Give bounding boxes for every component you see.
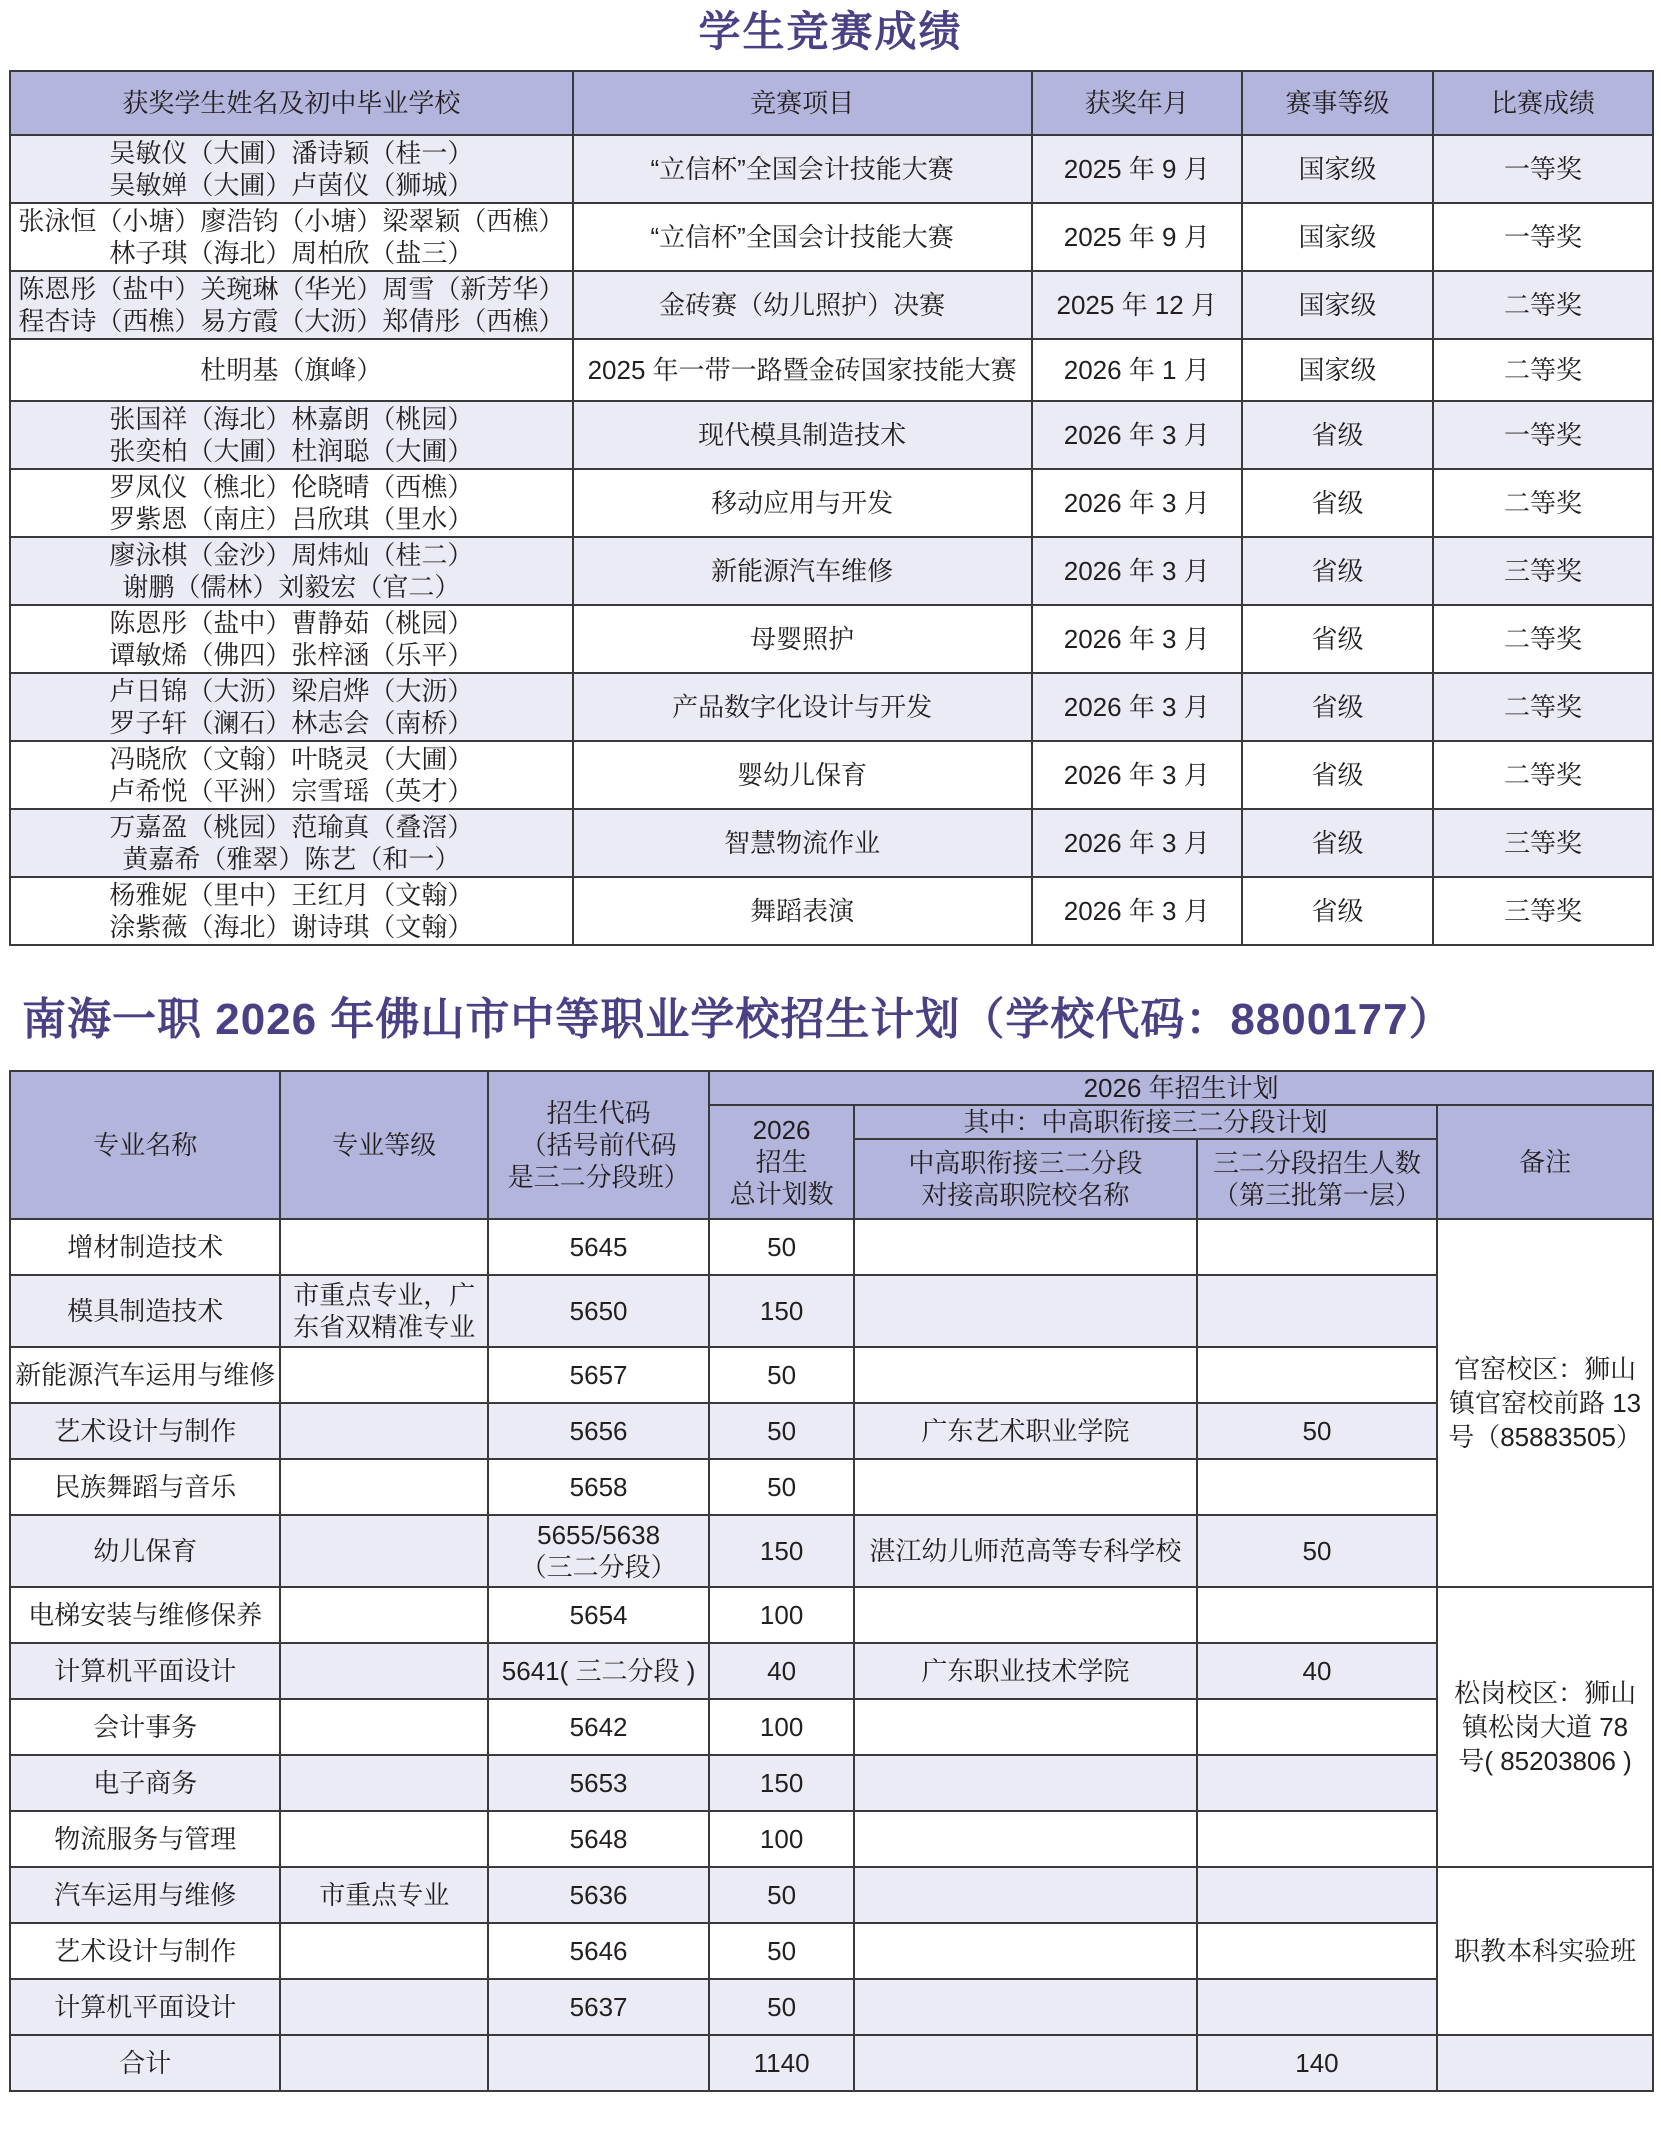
total-plan: 100 [709,1811,854,1867]
student-names-line: 吴敏仪（大圃）潘诗颖（桂一） [109,138,474,168]
enrollment-code-line: 5648 [569,1824,628,1854]
plan-row [10,1643,1653,1699]
total-empty [1437,2035,1653,2091]
enrollment-code-line: 5650 [569,1296,628,1326]
enrollment-code-line: 5636 [569,1880,628,1910]
total-plan: 40 [709,1643,854,1699]
major-name: 物流服务与管理 [10,1811,280,1867]
award-date: 2026 年 3 月 [1032,673,1242,741]
enrollment-code-line: 5645 [569,1232,628,1262]
plan-header-note: 备注 [1437,1105,1653,1219]
competition-result: 三等奖 [1433,877,1653,945]
plan-title: 南海一职 2026 年佛山市中等职业学校招生计划（学校代码：8800177） [22,995,1454,1044]
partner-college [854,1923,1197,1979]
total-count-sum: 140 [1197,2035,1437,2091]
plan-row [10,1459,1653,1515]
awards-row [10,809,1653,877]
plan-row [10,1699,1653,1755]
competition-level: 省级 [1242,673,1433,741]
competition-result: 一等奖 [1433,135,1653,203]
plan-header-subgroup: 其中：中高职衔接三二分段计划 [854,1105,1437,1139]
major-grade [280,1587,488,1643]
award-date: 2026 年 3 月 [1032,537,1242,605]
awards-row [10,537,1653,605]
plan-header-total-line: 招生 [755,1147,808,1177]
total-plan: 50 [709,1347,854,1403]
enrollment-code-line: （三二分段） [520,1552,677,1582]
student-names [10,203,573,271]
plan-header-group: 2026 年招生计划 [709,1071,1653,1105]
major-grade-line: 市重点专业，广 [293,1280,476,1310]
enrollment-code-line: 5641( 三二分段 ) [501,1656,696,1686]
split-count: 40 [1197,1643,1437,1699]
plan-header-partner-line: 中高职衔接三二分段 [908,1148,1143,1178]
award-date: 2026 年 1 月 [1032,339,1242,401]
split-count [1197,1811,1437,1867]
competition-result: 一等奖 [1433,203,1653,271]
competition-project: 母婴照护 [573,605,1032,673]
split-count: 50 [1197,1403,1437,1459]
competition-level: 省级 [1242,605,1433,673]
competition-level: 国家级 [1242,135,1433,203]
awards-header-names: 获奖学生姓名及初中毕业学校 [10,71,573,135]
plan-header-partner [854,1139,1197,1219]
enrollment-code [488,1811,709,1867]
student-names [10,537,573,605]
plan-row [10,1755,1653,1811]
campus-note-line: 官窑校区：狮山 [1454,1354,1637,1384]
student-names [10,135,573,203]
split-count [1197,1923,1437,1979]
competition-project: 2025 年一带一路暨金砖国家技能大赛 [573,339,1032,401]
major-name: 电子商务 [10,1755,280,1811]
enrollment-code [488,1275,709,1347]
plan-header-total-line: 2026 [752,1115,811,1145]
major-name: 计算机平面设计 [10,1979,280,2035]
total-empty [488,2035,709,2091]
enrollment-code [488,1403,709,1459]
student-names-line: 程杏诗（西樵）易方霞（大沥）郑倩彤（西樵） [18,306,565,336]
total-plan: 50 [709,1403,854,1459]
competition-result: 二等奖 [1433,469,1653,537]
student-names-line: 冯晓欣（文翰）叶晓灵（大圃） [109,744,474,774]
competition-result: 二等奖 [1433,741,1653,809]
partner-college: 湛江幼儿师范高等专科学校 [854,1515,1197,1587]
competition-level: 省级 [1242,877,1433,945]
student-names-line: 卢希悦（平洲）宗雪瑶（英才） [109,776,474,806]
student-names-line: 涂紫薇（海北）谢诗琪（文翰） [109,912,474,942]
competition-level: 省级 [1242,537,1433,605]
student-names-line: 杨雅妮（里中）王红月（文翰） [109,880,474,910]
campus-note-line: 镇松岗大道 78 [1461,1712,1629,1742]
award-date: 2026 年 3 月 [1032,877,1242,945]
total-empty [854,2035,1197,2091]
campus-note [1437,1867,1653,2035]
enrollment-code [488,1923,709,1979]
major-grade [280,1515,488,1587]
award-date: 2026 年 3 月 [1032,469,1242,537]
student-names-line: 黄嘉希（雅翠）陈艺（和一） [122,844,461,874]
total-plan: 150 [709,1275,854,1347]
split-count [1197,1275,1437,1347]
major-grade [280,1979,488,2035]
partner-college [854,1275,1197,1347]
enrollment-code-line: 5642 [569,1712,628,1742]
student-names-line: 罗子轩（澜石）林志会（南桥） [109,708,474,738]
competition-level: 国家级 [1242,339,1433,401]
partner-college [854,1459,1197,1515]
student-names [10,401,573,469]
student-names [10,877,573,945]
enrollment-code [488,1979,709,2035]
competition-project: 婴幼儿保育 [573,741,1032,809]
student-names-line: 卢日锦（大沥）梁启烨（大沥） [109,676,474,706]
award-date: 2025 年 9 月 [1032,203,1242,271]
student-names [10,271,573,339]
partner-college: 广东艺术职业学院 [854,1403,1197,1459]
student-names-line: 张泳恒（小塘）廖浩钧（小塘）梁翠颖（西樵） [18,206,565,236]
campus-note-line: 镇官窑校前路 13 [1448,1388,1642,1418]
competition-project: 金砖赛（幼儿照护）决赛 [573,271,1032,339]
partner-college [854,1347,1197,1403]
award-date: 2026 年 3 月 [1032,605,1242,673]
plan-row [10,1403,1653,1459]
total-plan: 150 [709,1755,854,1811]
enrollment-code [488,1587,709,1643]
split-count [1197,1867,1437,1923]
competition-project: 新能源汽车维修 [573,537,1032,605]
competition-level: 省级 [1242,401,1433,469]
total-plan: 100 [709,1699,854,1755]
awards-row [10,135,1653,203]
competition-project: 现代模具制造技术 [573,401,1032,469]
competition-level: 国家级 [1242,271,1433,339]
enrollment-code-line: 5637 [569,1992,628,2022]
major-grade [280,1347,488,1403]
major-name: 新能源汽车运用与维修 [10,1347,280,1403]
total-plan: 50 [709,1923,854,1979]
plan-row [10,1923,1653,1979]
major-name: 模具制造技术 [10,1275,280,1347]
student-names-line: 谭敏烯（佛四）张梓涵（乐平） [109,640,474,670]
partner-college [854,1699,1197,1755]
total-plan: 50 [709,1867,854,1923]
competition-level: 国家级 [1242,203,1433,271]
split-count [1197,1587,1437,1643]
plan-row [10,1811,1653,1867]
competition-result: 一等奖 [1433,401,1653,469]
plan-header-code [488,1071,709,1219]
awards-row [10,673,1653,741]
awards-row [10,203,1653,271]
major-grade-line: 市重点专业 [319,1880,450,1910]
student-names [10,673,573,741]
plan-header-total-line: 总计划数 [729,1179,834,1209]
student-names-line: 张国祥（海北）林嘉朗（桃园） [109,404,474,434]
student-names-line: 吴敏婵（大圃）卢茵仪（狮城） [109,170,474,200]
enrollment-code-line: 5658 [569,1472,628,1502]
awards-row [10,401,1653,469]
plan-row [10,1979,1653,2035]
enrollment-code [488,1515,709,1587]
awards-row [10,339,1653,401]
enrollment-code [488,1867,709,1923]
award-date: 2026 年 3 月 [1032,741,1242,809]
split-count [1197,1755,1437,1811]
student-names-line: 廖泳棋（金沙）周炜灿（桂二） [109,540,474,570]
major-name: 电梯安装与维修保养 [10,1587,280,1643]
plan-header-code-line: （括号前代码 [520,1130,677,1160]
total-label: 合计 [10,2035,280,2091]
enrollment-code [488,1347,709,1403]
major-grade [280,1811,488,1867]
partner-college [854,1587,1197,1643]
partner-college [854,1979,1197,2035]
major-grade [280,1403,488,1459]
enrollment-code-line: 5654 [569,1600,628,1630]
plan-header-count-line: （第三批第一层） [1212,1180,1421,1210]
student-names [10,469,573,537]
competition-level: 省级 [1242,469,1433,537]
plan-header-code-line: 是三二分段班） [507,1162,690,1192]
partner-college [854,1219,1197,1275]
campus-note-line: 号（85883505） [1448,1422,1642,1452]
awards-header-project: 竞赛项目 [573,71,1032,135]
plan-header-count-line: 三二分段招生人数 [1212,1148,1421,1178]
student-names-line: 罗紫恩（南庄）吕欣琪（里水） [109,504,474,534]
awards-row [10,271,1653,339]
enrollment-code-line: 5653 [569,1768,628,1798]
enrollment-code [488,1699,709,1755]
partner-college: 广东职业技术学院 [854,1643,1197,1699]
partner-college [854,1755,1197,1811]
competition-result: 二等奖 [1433,271,1653,339]
competition-project: 智慧物流作业 [573,809,1032,877]
award-date: 2025 年 12 月 [1032,271,1242,339]
award-date: 2026 年 3 月 [1032,401,1242,469]
campus-note [1437,1219,1653,1587]
major-name: 幼儿保育 [10,1515,280,1587]
enrollment-code [488,1643,709,1699]
major-name: 民族舞蹈与音乐 [10,1459,280,1515]
competition-result: 二等奖 [1433,339,1653,401]
major-grade [280,1643,488,1699]
award-date: 2025 年 9 月 [1032,135,1242,203]
total-plan-sum: 1140 [709,2035,854,2091]
student-names-line: 张奕柏（大圃）杜润聪（大圃） [109,436,474,466]
campus-note-line: 职教本科实验班 [1454,1936,1637,1966]
split-count [1197,1219,1437,1275]
split-count [1197,1699,1437,1755]
plan-header-total [709,1105,854,1219]
student-names-line: 陈恩彤（盐中）关琬琳（华光）周雪（新芳华） [18,274,565,304]
competition-project: 移动应用与开发 [573,469,1032,537]
awards-row [10,469,1653,537]
plan-row [10,1219,1653,1275]
awards-table [9,70,1654,946]
award-date: 2026 年 3 月 [1032,809,1242,877]
enrollment-code-line: 5657 [569,1360,628,1390]
competition-result: 二等奖 [1433,605,1653,673]
major-grade [280,1923,488,1979]
campus-note [1437,1587,1653,1867]
enrollment-code-line: 5646 [569,1936,628,1966]
enrollment-code-line: 5655/5638 [537,1520,661,1550]
total-plan: 50 [709,1459,854,1515]
total-plan: 150 [709,1515,854,1587]
major-grade [280,1459,488,1515]
student-names [10,605,573,673]
split-count: 50 [1197,1515,1437,1587]
partner-college [854,1867,1197,1923]
student-names-line: 谢鹏（儒林）刘毅宏（官二） [122,572,461,602]
plan-header-code-line: 招生代码 [546,1098,651,1128]
awards-row [10,877,1653,945]
plan-header-partner-line: 对接高职院校名称 [921,1180,1130,1210]
total-plan: 50 [709,1979,854,2035]
competition-level: 省级 [1242,741,1433,809]
plan-row [10,1347,1653,1403]
awards-body [10,135,1653,945]
enrollment-code-line: 5656 [569,1416,628,1446]
plan-body [10,1219,1653,2091]
split-count [1197,1459,1437,1515]
competition-result: 二等奖 [1433,673,1653,741]
enrollment-code [488,1219,709,1275]
major-grade [280,1275,488,1347]
student-names-line: 陈恩彤（盐中）曹静茹（桃园） [109,608,474,638]
awards-row [10,741,1653,809]
awards-header-level: 赛事等级 [1242,71,1433,135]
student-names-line: 罗凤仪（樵北）伦晓晴（西樵） [109,472,474,502]
plan-header-grade: 专业等级 [280,1071,488,1219]
competition-result: 三等奖 [1433,537,1653,605]
partner-college [854,1811,1197,1867]
total-plan: 100 [709,1587,854,1643]
plan-row [10,1515,1653,1587]
awards-row [10,605,1653,673]
competition-result: 三等奖 [1433,809,1653,877]
enrollment-code [488,1755,709,1811]
awards-header-result: 比赛成绩 [1433,71,1653,135]
competition-project: 产品数字化设计与开发 [573,673,1032,741]
split-count [1197,1347,1437,1403]
major-name: 艺术设计与制作 [10,1403,280,1459]
student-names-line: 林子琪（海北）周柏欣（盐三） [109,238,474,268]
competition-project: 舞蹈表演 [573,877,1032,945]
student-names [10,339,573,401]
split-count [1197,1979,1437,2035]
major-grade-line: 东省双精准专业 [293,1312,476,1342]
major-name: 艺术设计与制作 [10,1923,280,1979]
campus-note-line: 松岗校区：狮山 [1454,1678,1637,1708]
competition-level: 省级 [1242,809,1433,877]
major-name: 增材制造技术 [10,1219,280,1275]
campus-note-line: 号( 85203806 ) [1458,1746,1632,1776]
competition-project: “立信杯”全国会计技能大赛 [573,203,1032,271]
major-grade [280,1219,488,1275]
major-grade [280,1699,488,1755]
total-empty [280,2035,488,2091]
major-grade [280,1755,488,1811]
total-plan: 50 [709,1219,854,1275]
major-name: 计算机平面设计 [10,1643,280,1699]
awards-header-date: 获奖年月 [1032,71,1242,135]
plan-row [10,1867,1653,1923]
major-name: 会计事务 [10,1699,280,1755]
major-grade [280,1867,488,1923]
plan-table [9,1070,1654,2092]
major-name: 汽车运用与维修 [10,1867,280,1923]
competition-project: “立信杯”全国会计技能大赛 [573,135,1032,203]
plan-header-major: 专业名称 [10,1071,280,1219]
student-names-line: 万嘉盈（桃园）范瑜真（叠滘） [109,812,474,842]
plan-row [10,1587,1653,1643]
awards-title: 学生竞赛成绩 [698,8,963,55]
student-names [10,809,573,877]
plan-header-count [1197,1139,1437,1219]
student-names-line: 杜明基（旗峰） [200,355,383,385]
student-names [10,741,573,809]
enrollment-code [488,1459,709,1515]
plan-total-row [10,2035,1653,2091]
plan-row [10,1275,1653,1347]
